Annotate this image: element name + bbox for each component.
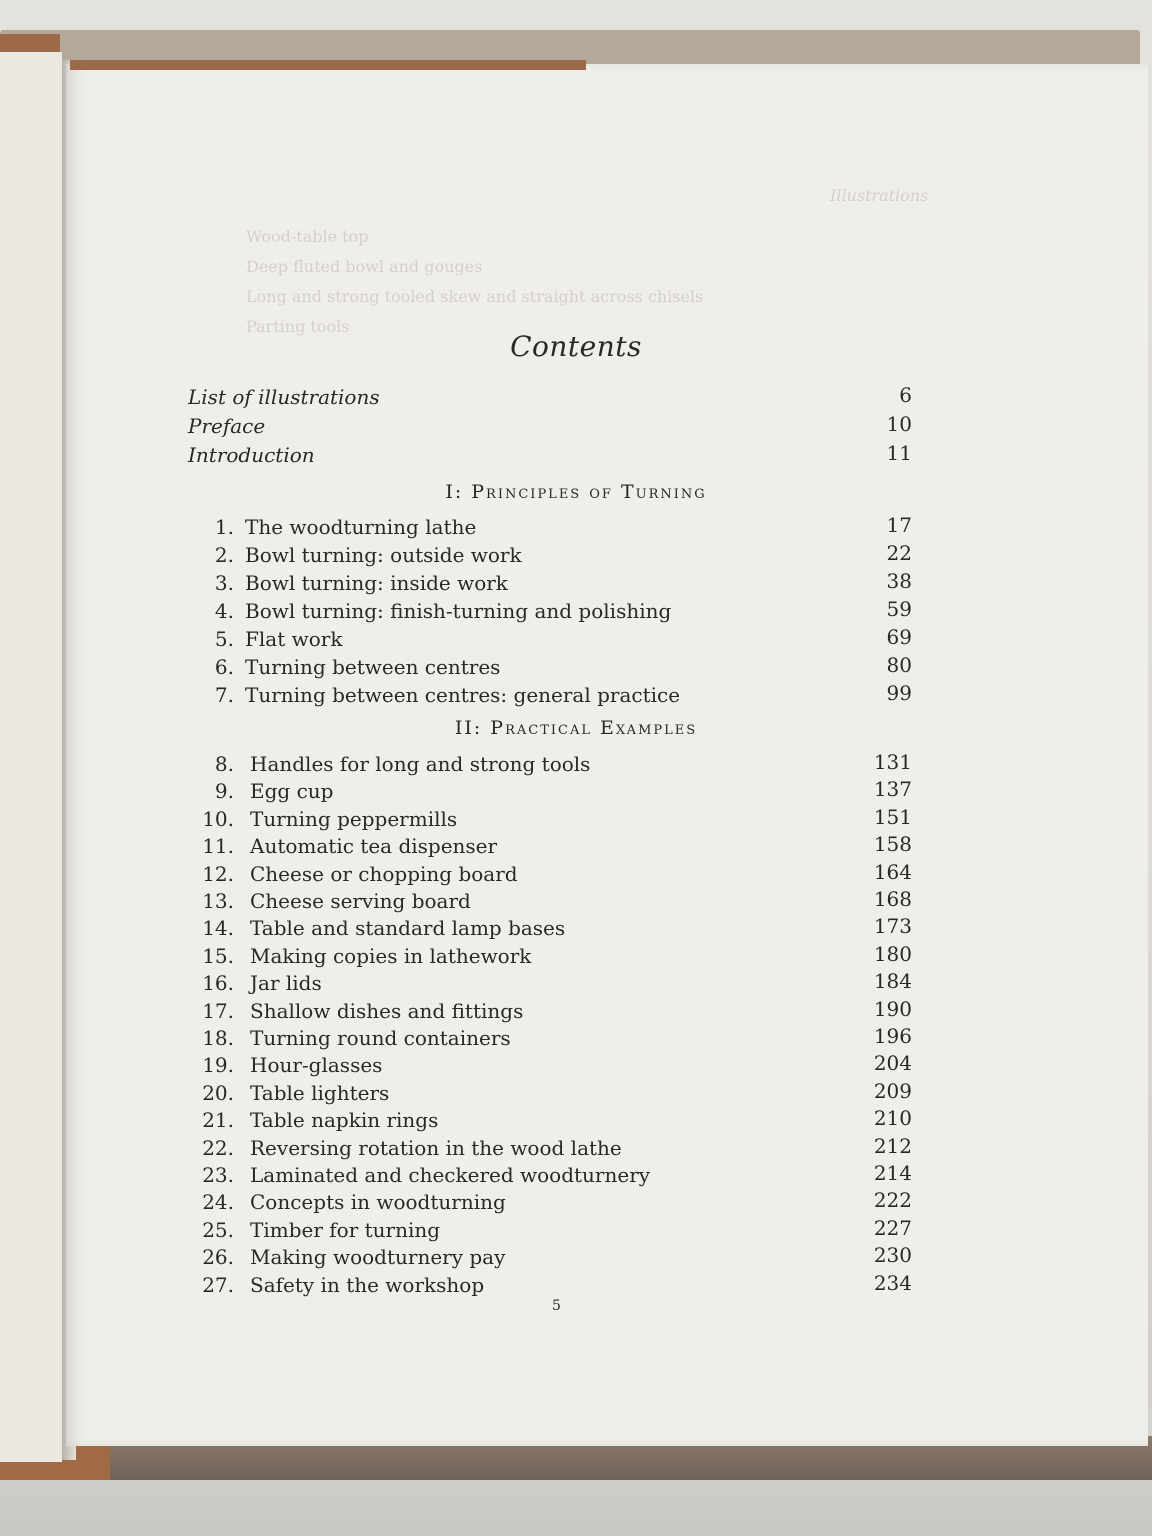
chapter-page-number: 59 [886,597,912,621]
chapter-title[interactable]: Reversing rotation in the wood lathe [250,1135,622,1160]
chapter-page-number: 210 [873,1106,912,1131]
chapter-title[interactable]: Automatic tea dispenser [250,834,498,859]
page-folio: 5 [552,1298,561,1314]
chapter-title[interactable]: Turning round containers [250,1026,511,1050]
toc-entry-list-of-illustrations[interactable]: List of illustrations [188,385,380,409]
chapter-page-number: 137 [873,777,912,802]
chapter-number: 26. [202,1245,234,1270]
chapter-number: 17. [202,998,234,1023]
chapter-title[interactable]: Turning peppermills [250,806,458,831]
show-through-text: Long and strong tooled skew and straight across chisels [246,287,704,306]
chapter-number: 4. [214,599,234,623]
chapter-page-number: 151 [873,804,912,829]
chapter-title[interactable]: Bowl turning: finish-turning and polishing [245,599,672,623]
chapter-number: 3. [214,571,234,595]
chapter-page-number: 168 [873,887,912,911]
chapter-number: 9. [214,779,234,804]
chapter-page-number: 99 [886,681,912,705]
chapter-number: 1. [214,515,234,539]
chapter-page-number: 180 [873,941,912,966]
chapter-title[interactable]: Bowl turning: outside work [245,543,522,567]
toc-entry-preface[interactable]: Preface [188,414,266,438]
chapter-title[interactable]: Making woodturnery pay [250,1245,506,1270]
chapter-title[interactable]: Concepts in woodturning [250,1190,506,1215]
chapter-title[interactable]: Cheese or chopping board [250,861,518,886]
chapter-title[interactable]: Handles for long and strong tools [250,752,591,776]
chapter-title[interactable]: Flat work [245,627,343,651]
show-through-text: Deep fluted bowl and gouges [246,257,483,276]
chapter-page-number: 22 [886,541,912,565]
chapter-page-number: 38 [886,569,912,593]
chapter-title[interactable]: Turning between centres: general practice [245,683,681,707]
chapter-page-number: 222 [873,1188,912,1213]
chapter-number: 21. [202,1108,234,1133]
chapter-number: 23. [202,1163,234,1187]
chapter-title[interactable]: Table lighters [250,1080,390,1105]
chapter-page-number: 184 [873,969,912,994]
contents-heading: Contents [510,330,642,363]
chapter-page-number: 173 [873,914,912,939]
chapter-title[interactable]: Shallow dishes and fittings [250,998,524,1023]
chapter-title[interactable]: Hour-glasses [250,1053,383,1078]
chapter-title[interactable]: Safety in the workshop [250,1272,485,1297]
chapter-title[interactable]: Making copies in lathework [250,943,532,968]
chapter-page-number: 196 [873,1024,912,1048]
chapter-title[interactable]: Egg cup [250,779,334,804]
chapter-title[interactable]: Bowl turning: inside work [245,571,508,595]
toc-page-number: 10 [886,412,912,436]
chapter-number: 19. [202,1053,234,1078]
chapter-number: 11. [202,834,234,859]
chapter-number: 8. [214,752,234,776]
chapter-title[interactable]: Table napkin rings [250,1108,439,1133]
binding-strip [70,60,586,70]
chapter-title[interactable]: Laminated and checkered woodturnery [250,1163,651,1187]
chapter-number: 14. [202,916,234,941]
chapter-title[interactable]: Turning between centres [245,655,501,679]
chapter-number: 10. [202,806,234,831]
show-through-text: Illustrations [830,186,929,205]
chapter-number: 27. [202,1272,234,1297]
chapter-number: 24. [202,1190,234,1215]
chapter-title[interactable]: The woodturning lathe [245,515,477,539]
toc-entry-introduction[interactable]: Introduction [188,443,315,467]
chapter-page-number: 158 [873,832,912,857]
toc-page-number: 6 [899,383,912,407]
section-heading-principles: I: Principles of Turning [445,481,707,503]
chapter-page-number: 234 [873,1270,912,1295]
chapter-number: 22. [202,1135,234,1160]
chapter-title[interactable]: Table and standard lamp bases [250,916,566,941]
chapter-page-number: 214 [873,1161,912,1185]
chapter-page-number: 212 [873,1133,912,1158]
chapter-page-number: 230 [873,1243,912,1268]
chapter-page-number: 69 [886,625,912,649]
chapter-page-number: 227 [873,1215,912,1240]
chapter-number: 12. [202,861,234,886]
show-through-text: Wood-table top [246,227,369,246]
chapter-page-number: 131 [873,750,912,774]
chapter-number: 20. [202,1080,234,1105]
chapter-page-number: 204 [873,1051,912,1076]
show-through-text: Parting tools [246,317,350,336]
toc-page-number: 11 [886,441,912,465]
chapter-number: 13. [202,889,234,913]
chapter-number: 15. [202,943,234,968]
chapter-number: 25. [202,1217,234,1242]
chapter-title[interactable]: Jar lids [250,971,322,996]
chapter-title[interactable]: Timber for turning [250,1217,441,1242]
chapter-number: 5. [214,627,234,651]
chapter-number: 6. [214,655,234,679]
chapter-number: 7. [214,683,234,707]
chapter-page-number: 190 [873,996,912,1021]
chapter-number: 2. [214,543,234,567]
chapter-title[interactable]: Cheese serving board [250,889,471,913]
chapter-page-number: 17 [886,513,912,537]
chapter-page-number: 80 [886,653,912,677]
left-page [0,52,62,1462]
chapter-page-number: 164 [873,859,912,884]
chapter-page-number: 209 [873,1078,912,1103]
chapter-number: 16. [202,971,234,996]
section-heading-practical: II: Practical Examples [454,717,698,739]
chapter-number: 18. [202,1026,234,1050]
